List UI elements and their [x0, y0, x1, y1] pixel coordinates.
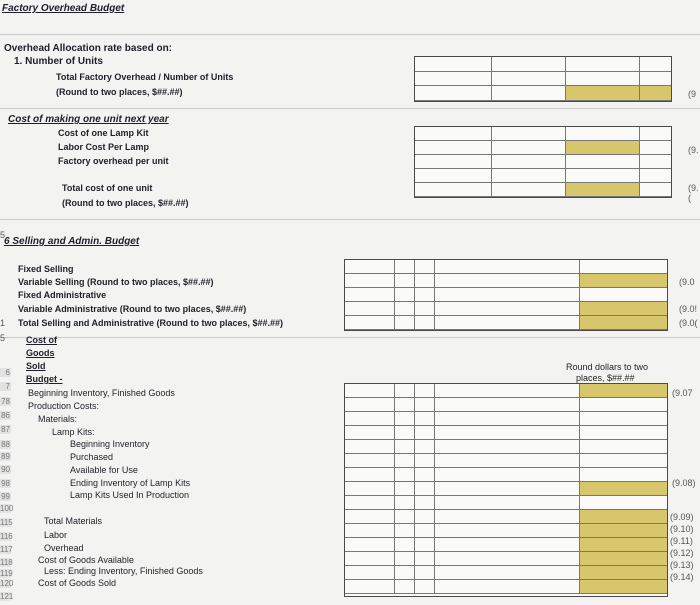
- overhead-ref: (9: [688, 89, 697, 99]
- left-mark-1: 5: [0, 230, 6, 240]
- selling-ref-2: (9.0!: [679, 304, 698, 314]
- total-cost-line-1: Total cost of one unit: [62, 183, 153, 193]
- row-number: 88: [1, 440, 10, 449]
- total-selling-admin-answer[interactable]: [580, 316, 667, 330]
- cost-answer[interactable]: [566, 141, 640, 155]
- selling-admin-total: Total Selling and Administrative (Round to two places, $##.##): [18, 318, 284, 328]
- cogs-line: Lamp Kits:: [52, 427, 95, 437]
- row-number: 7: [0, 382, 11, 391]
- selling-ref-3: (9.0(: [679, 318, 698, 328]
- selling-grid[interactable]: [344, 259, 668, 331]
- left-mark-2: 1: [0, 318, 6, 328]
- cogs-line: Cost of Goods Sold: [38, 578, 117, 588]
- cogs-ref: (9.09): [670, 512, 694, 522]
- cogs-line: Labor: [44, 530, 68, 540]
- total-materials-answer[interactable]: [580, 510, 667, 524]
- cogs-line: Materials:: [38, 414, 78, 424]
- labor-answer[interactable]: [580, 524, 667, 538]
- cogs-line: Overhead: [44, 543, 84, 553]
- round-note-2: places, $##.##: [576, 373, 635, 383]
- cogs-ref: (9.07: [672, 388, 693, 398]
- row-number: 78: [1, 397, 10, 406]
- ending-inventory-finished-answer[interactable]: [580, 566, 667, 580]
- cost-line-kit: Cost of one Lamp Kit: [58, 128, 149, 138]
- cogs-line: Beginning Inventory, Finished Goods: [28, 388, 175, 398]
- cogs-ref: (9.13): [670, 560, 694, 570]
- cogs-ref: (9.12): [670, 548, 694, 558]
- overhead-answer[interactable]: [580, 538, 667, 552]
- cogs-line: Production Costs:: [28, 401, 100, 411]
- cogs-heading-4: Budget -: [26, 374, 63, 384]
- row-number: 117: [0, 545, 13, 554]
- overhead-rate-answer[interactable]: [566, 86, 640, 101]
- cogs-ref: (9.14): [670, 572, 694, 582]
- cogs-line: Beginning Inventory: [70, 439, 150, 449]
- cogs-heading-1: Cost of: [26, 335, 57, 345]
- cost-line-labor: Labor Cost Per Lamp: [58, 142, 150, 152]
- row-number: 118: [0, 558, 13, 567]
- row-number: 89: [1, 452, 10, 461]
- row-number: 119: [0, 569, 13, 578]
- cogs-ref: (9.10): [670, 524, 694, 534]
- row-number: 100: [0, 504, 14, 513]
- selling-ref-1: (9.0: [679, 277, 695, 287]
- cost-goods-available-answer[interactable]: [580, 552, 667, 566]
- overhead-heading: Overhead Allocation rate based on:: [4, 43, 173, 54]
- ending-inventory-kits-answer[interactable]: [580, 482, 667, 496]
- overhead-line-2: (Round to two places, $##.##): [56, 87, 183, 97]
- cogs-line: Ending Inventory of Lamp Kits: [70, 478, 191, 488]
- cogs-ref: (9.08): [672, 478, 696, 488]
- cogs-line: Cost of Goods Available: [38, 555, 134, 565]
- row-number: 120: [0, 579, 14, 588]
- row-number: 98: [1, 479, 10, 488]
- beginning-inventory-answer[interactable]: [580, 384, 667, 398]
- cogs-line: Lamp Kits Used In Production: [70, 490, 190, 500]
- total-cost-line-2: (Round to two places, $##.##): [62, 198, 189, 208]
- total-cost-answer[interactable]: [566, 183, 640, 197]
- left-mark-3: 5: [0, 333, 6, 343]
- overhead-line-1: Total Factory Overhead / Number of Units: [56, 72, 234, 82]
- cost-grid[interactable]: [414, 126, 672, 198]
- row-number: 6: [0, 368, 11, 377]
- row-number: 121: [0, 592, 14, 601]
- total-cost-ref: (9.(: [688, 183, 699, 203]
- row-number: 86: [1, 411, 10, 420]
- row-number: 87: [1, 425, 10, 434]
- cost-line-overhead: Factory overhead per unit: [58, 156, 169, 166]
- variable-admin-answer[interactable]: [580, 302, 667, 316]
- admin-line-variable: Variable Administrative (Round to two places, $##.##): [18, 304, 247, 314]
- selling-line-fixed: Fixed Selling: [18, 264, 74, 274]
- cost-ref: (9.: [688, 145, 699, 155]
- overhead-grid[interactable]: [414, 56, 672, 102]
- cost-heading: Cost of making one unit next year: [8, 114, 169, 125]
- admin-line-fixed: Fixed Administrative: [18, 290, 107, 300]
- row-number: 90: [1, 465, 10, 474]
- selling-heading: 6 Selling and Admin. Budget: [4, 236, 140, 247]
- cogs-line: Purchased: [70, 452, 114, 462]
- variable-selling-answer[interactable]: [580, 274, 667, 288]
- cogs-ref: (9.11): [670, 536, 693, 546]
- overhead-item: 1. Number of Units: [14, 56, 103, 67]
- row-number: 99: [1, 492, 10, 501]
- cogs-line: Available for Use: [70, 465, 138, 475]
- cogs-grid[interactable]: [344, 383, 668, 597]
- cogs-line: Total Materials: [44, 516, 103, 526]
- page-title: Factory Overhead Budget: [2, 3, 125, 14]
- row-number: 115: [0, 518, 13, 527]
- row-number: 116: [0, 532, 13, 541]
- selling-line-variable: Variable Selling (Round to two places, $##.##): [18, 277, 214, 287]
- cogs-heading-2: Goods: [26, 348, 55, 358]
- round-note-1: Round dollars to two: [566, 362, 649, 372]
- cogs-heading-3: Sold: [26, 361, 46, 371]
- cost-of-goods-sold-answer[interactable]: [580, 580, 667, 594]
- cogs-line: Less: Ending Inventory, Finished Goods: [44, 566, 203, 576]
